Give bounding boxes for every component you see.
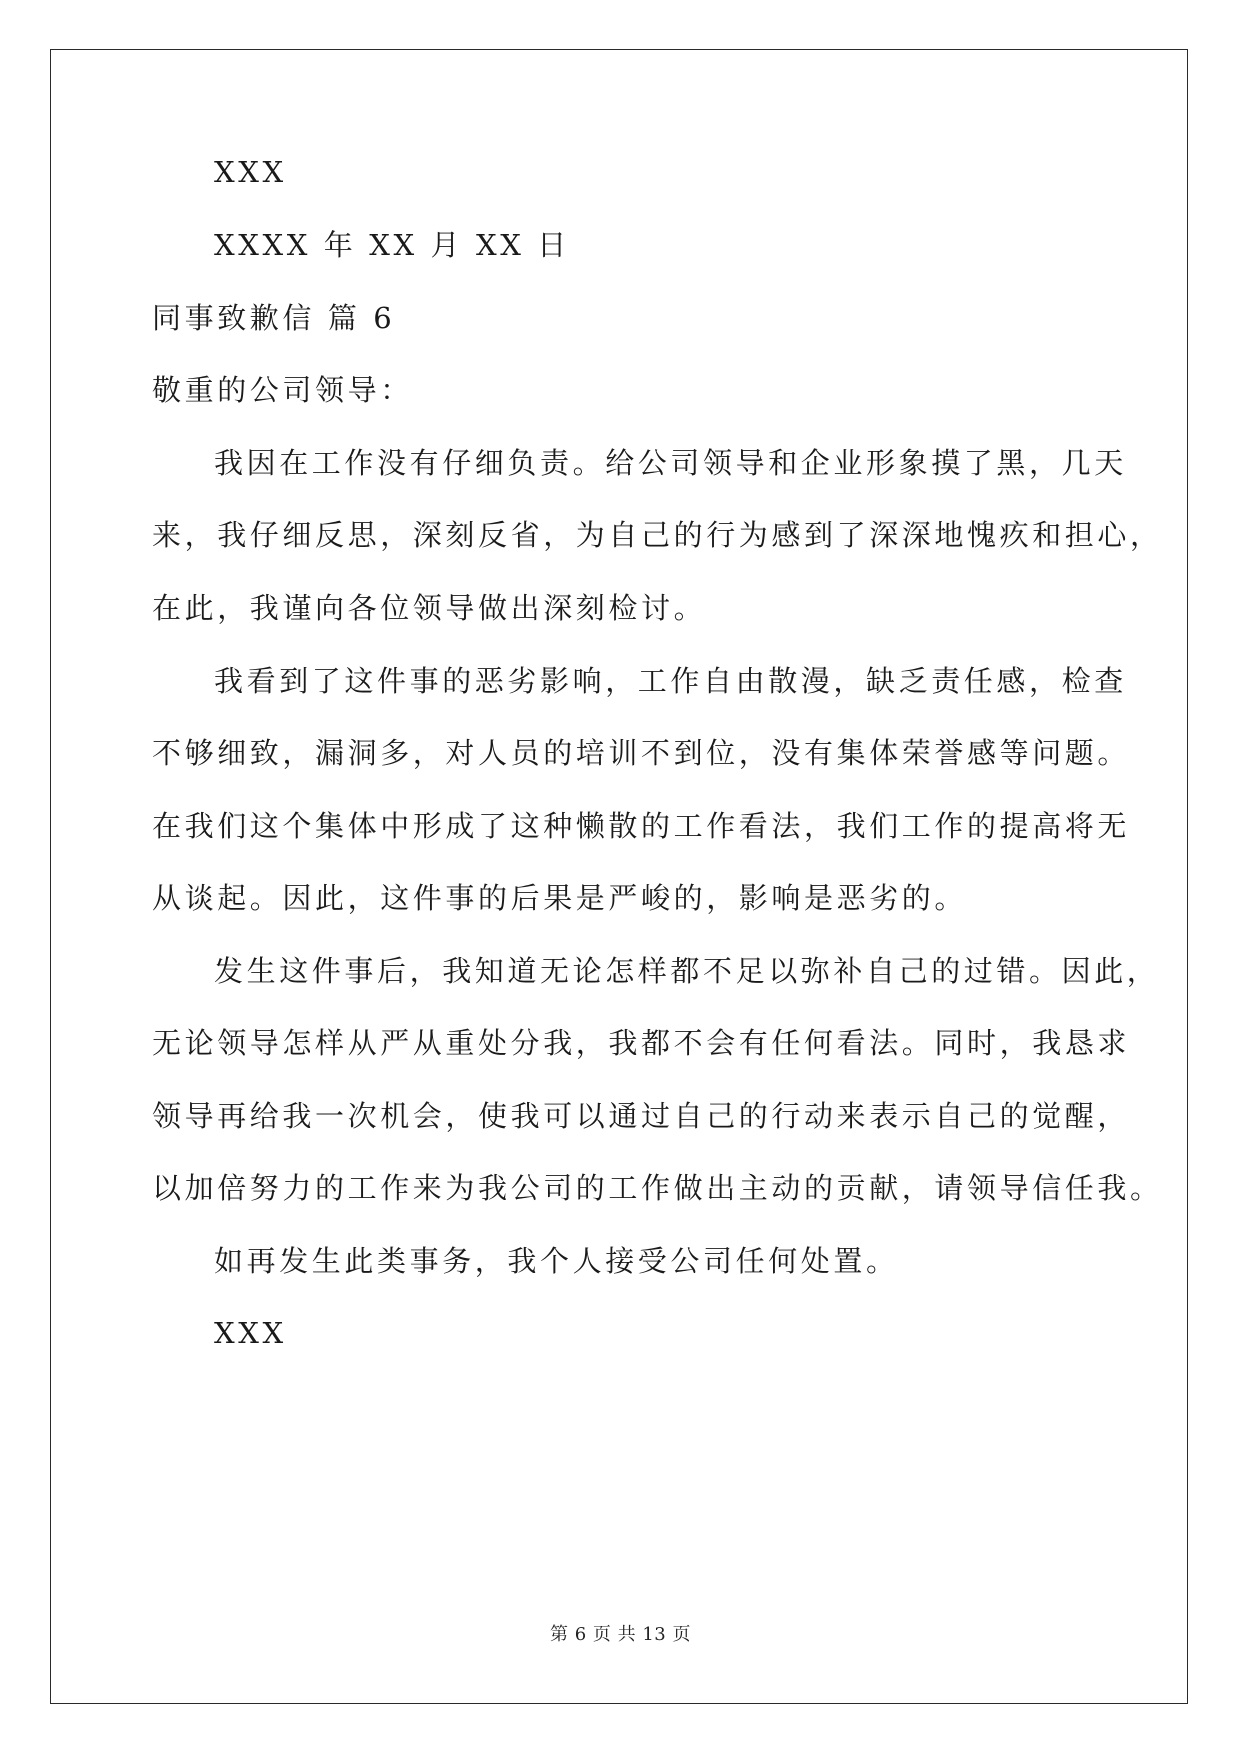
signature-top: XXX [214,155,287,189]
paragraph-3-line-2: 无论领导怎样从严从重处分我，我都不会有任何看法。同时，我恳求 [152,1026,1131,1060]
salutation: 敬重的公司领导： [152,373,413,407]
paragraph-2-line-1: 我看到了这件事的恶劣影响，工作自由散漫，缺乏责任感，检查 [214,664,1127,698]
signature-bottom: XXX [214,1316,287,1350]
paragraph-1-line-1: 我因在工作没有仔细负责。给公司领导和企业形象摸了黑，几天 [214,446,1127,480]
paragraph-3-line-4: 以加倍努力的工作来为我公司的工作做出主动的贡献，请领导信任我。 [152,1171,1163,1205]
paragraph-2-line-4: 从谈起。因此，这件事的后果是严峻的，影响是恶劣的。 [152,881,968,915]
paragraph-2-line-3: 在我们这个集体中形成了这种懒散的工作看法，我们工作的提高将无 [152,809,1131,843]
paragraph-4-line-1: 如再发生此类事务，我个人接受公司任何处置。 [214,1244,899,1278]
date-top: XXXX 年 XX 月 XX 日 [214,228,570,262]
paragraph-1-line-3: 在此，我谨向各位领导做出深刻检讨。 [152,591,707,625]
page-number-footer: 第 6 页 共 13 页 [550,1624,691,1645]
paragraph-3-line-1: 发生这件事后，我知道无论怎样都不足以弥补自己的过错。因此， [214,954,1160,988]
paragraph-3-line-3: 领导再给我一次机会，使我可以通过自己的行动来表示自己的觉醒， [152,1099,1131,1133]
section-heading: 同事致歉信 篇 6 [152,301,396,335]
paragraph-2-line-2: 不够细致，漏洞多，对人员的培训不到位，没有集体荣誉感等问题。 [152,736,1131,770]
paragraph-1-line-2: 来，我仔细反思，深刻反省，为自己的行为感到了深深地愧疚和担心， [152,518,1163,552]
